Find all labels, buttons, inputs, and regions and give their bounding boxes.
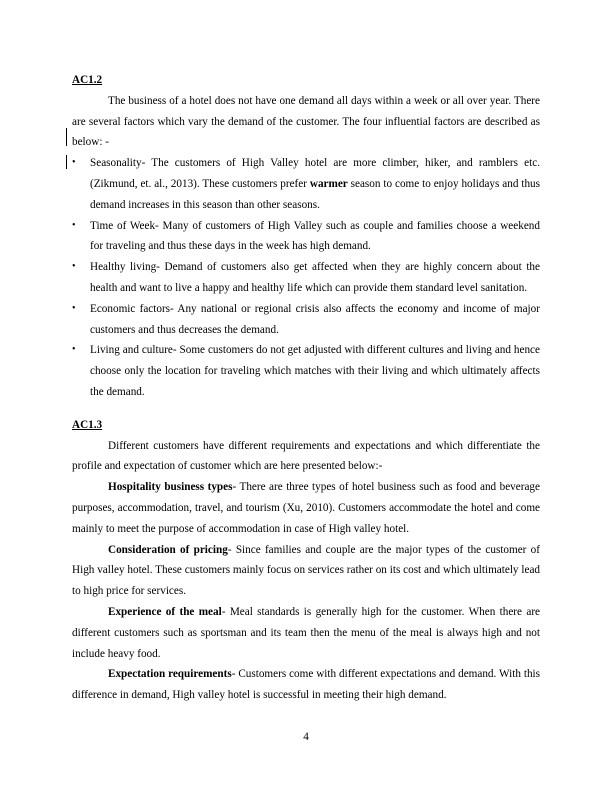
list-item — [72, 299, 540, 341]
edit-marker — [66, 128, 67, 146]
paragraph-title: Hospitality business types — [108, 481, 233, 494]
list-item — [72, 257, 540, 299]
list-item-text: Healthy living- Demand of customers also get affected when they are highly concern about the health and want to live a happy and healthy life which can provide them standard level sanitation. — [90, 261, 540, 294]
list-item — [72, 340, 540, 402]
edit-marker — [66, 155, 67, 169]
paragraph — [72, 540, 540, 602]
bullet-icon: • — [72, 219, 76, 231]
bullet-icon: • — [72, 261, 76, 273]
page-number: 4 — [303, 731, 309, 743]
emphasis-text: warmer — [309, 177, 348, 190]
bullet-icon: • — [72, 157, 76, 169]
paragraph-body: Since families and couple are the major types of the customer of High valley hotel. These customers mainly focus on services rather on its cost and which ultimately lead to high price for services. — [72, 543, 541, 598]
section-intro: Different customers have different requirements and expectations and which differentiate the profile and expectation of customer which are here presented below:- — [72, 439, 540, 473]
page-content — [72, 70, 540, 706]
paragraph-body: There are three types of hotel business such as food and beverage purposes, accommodation, travel, and tourism (Xu, 2010). Customers accommodate the hotel and come mainly to meet the purpose of accommodation in case of High valley hotel. — [72, 481, 540, 535]
list-item — [72, 216, 540, 258]
paragraph-title: Consideration of pricing — [108, 543, 228, 556]
paragraph-title: Expectation requirements — [108, 668, 232, 681]
section-heading: AC1.3 — [72, 418, 103, 431]
title-dash: - — [231, 668, 236, 681]
paragraph — [72, 664, 540, 706]
title-dash: - — [227, 543, 232, 556]
paragraph — [72, 477, 540, 539]
list-item-text: season to come to enjoy holidays and thus demand increases in this season than other seasons. — [90, 177, 540, 211]
bullet-icon: • — [72, 344, 76, 356]
paragraph — [72, 602, 540, 664]
list-item-text: Time of Week- Many of customers of High Valley such as couple and families choose a weekend for traveling and thus these days in the week has high demand. — [90, 219, 540, 253]
section-intro: The business of a hotel does not have one demand all days within a week or all over year. There are several factors which vary the demand of the customer. The four influential factors are described as below: - — [72, 94, 540, 149]
section-heading: AC1.2 — [72, 74, 103, 86]
list-item-text: Seasonality- The customers of High Valley hotel are more climber, hiker, and ramblers etc. (Zikmund, et. al., 2013). These customers prefer — [90, 157, 540, 190]
list-item-text: Economic factors- Any national or regional crisis also affects the economy and income of major customers and thus decreases the demand. — [90, 302, 540, 336]
bullet-icon: • — [72, 302, 76, 314]
paragraph-body: Customers come with different expectations and demand. With this difference in demand, High valley hotel is successful in meeting their high demand. — [72, 668, 540, 702]
paragraph-title: Experience of the meal — [108, 605, 222, 618]
paragraph-body: Meal standards is generally high for the customer. When there are different customers such as sportsman and its team then the menu of the meal is always high and not include heavy food. — [72, 605, 541, 660]
factor-list — [72, 153, 540, 403]
list-item — [72, 153, 540, 215]
list-item-text: Living and culture- Some customers do not get adjusted with different cultures and living and hence choose only the location for traveling which matches with their living and which ultimately affects the demand. — [90, 344, 540, 398]
title-dash: - — [221, 605, 226, 618]
title-dash: - — [232, 481, 237, 494]
